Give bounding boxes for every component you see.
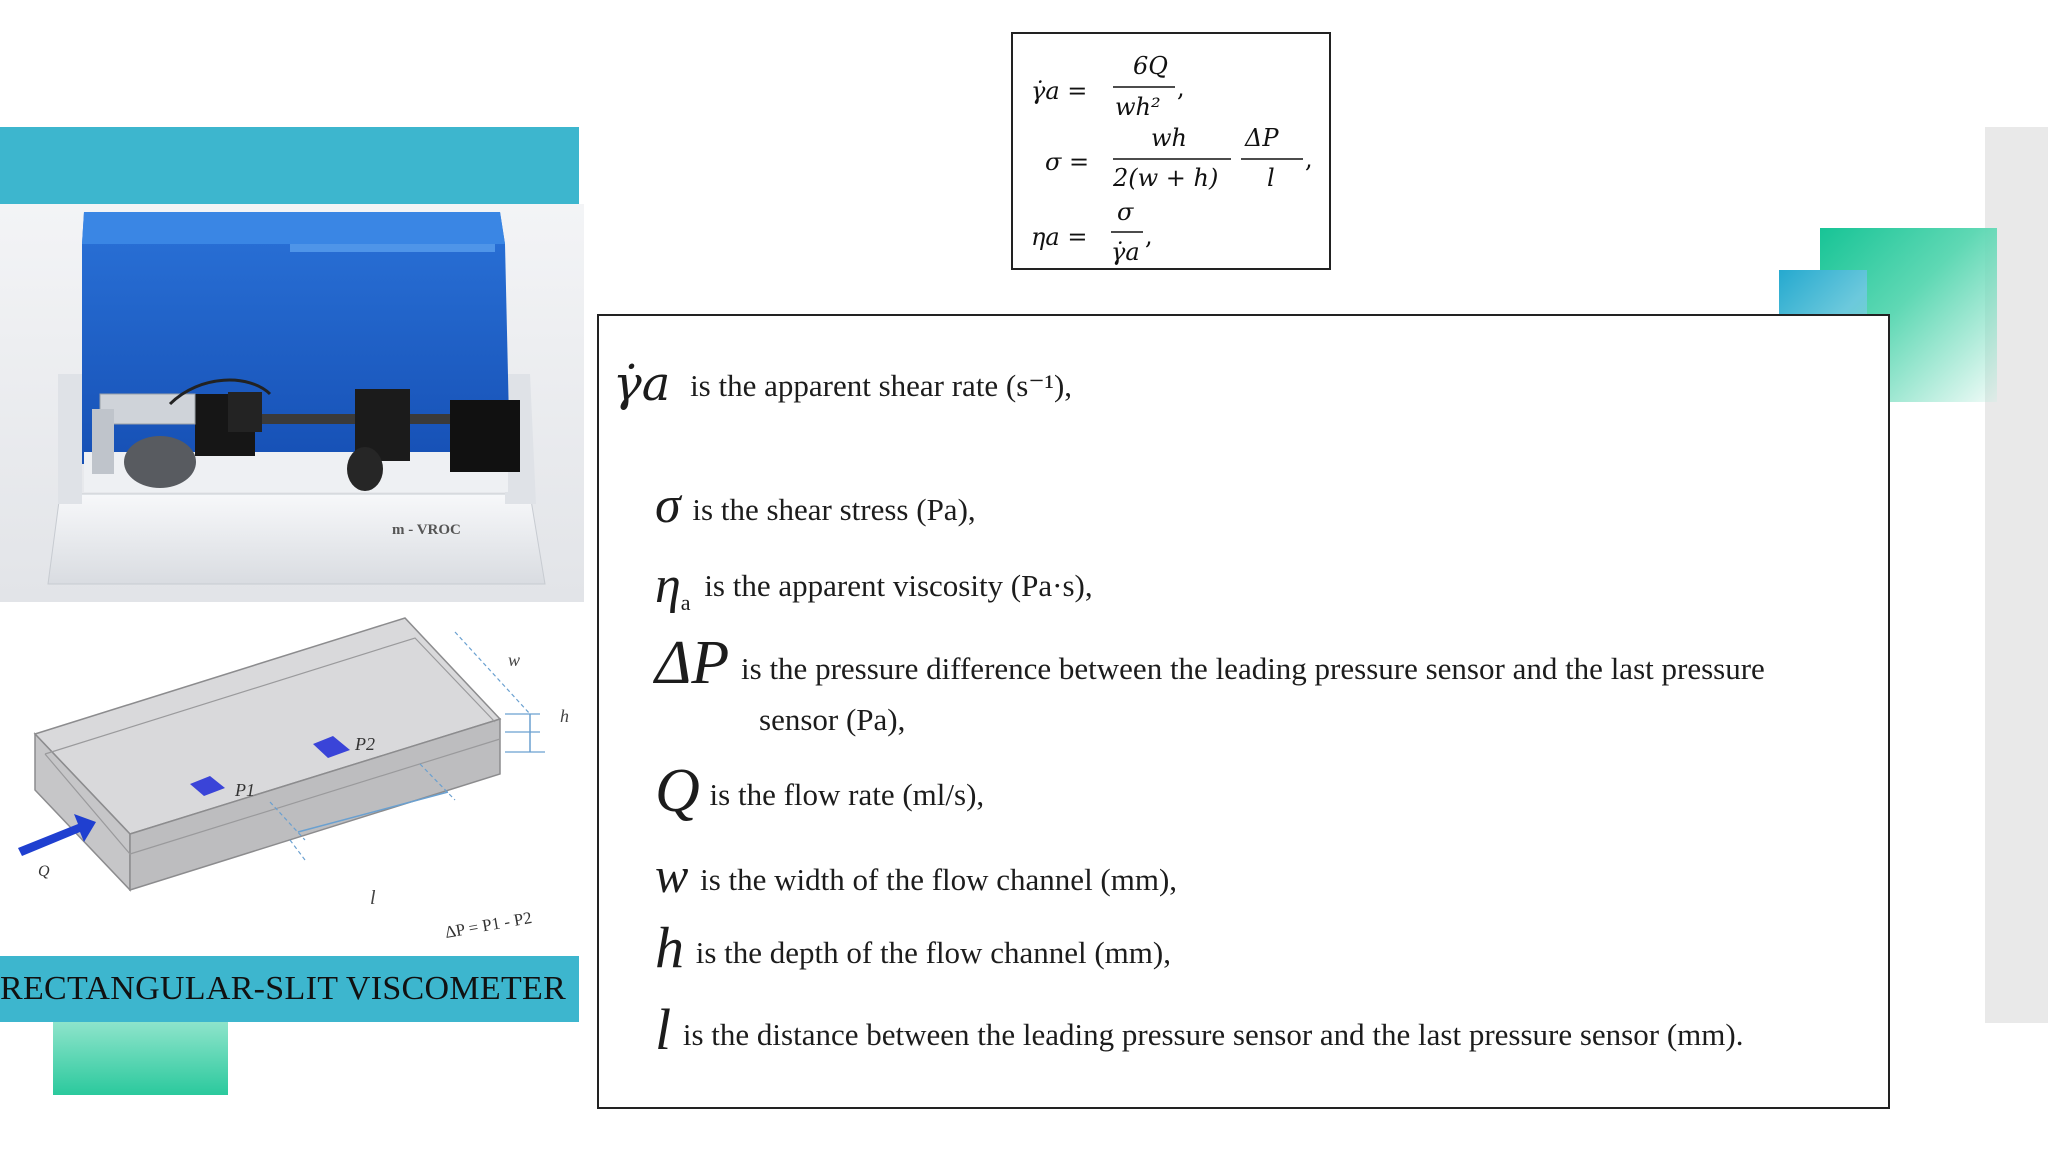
svg-text:l: l (1267, 164, 1275, 192)
symbol-sigma: σ (655, 477, 681, 534)
dim-l-label: l (370, 887, 376, 909)
svg-text:ΔP: ΔP (1245, 124, 1279, 152)
definition-text: is the flow rate (ml/s), (709, 777, 985, 812)
definition-width (655, 846, 1177, 904)
definition-viscosity (655, 556, 1093, 616)
formula-shear-stress (1045, 124, 1313, 192)
svg-text:wh²: wh² (1115, 93, 1161, 121)
viscometer-device-image (0, 204, 584, 602)
symbol-shear-rate: γ̇a (613, 356, 671, 412)
definition-text: is the width of the flow channel (mm), (700, 862, 1178, 897)
svg-text:wh: wh (1151, 124, 1187, 152)
symbol-h: h (655, 915, 684, 980)
formula-box (1011, 32, 1331, 270)
device-label: m - VROC (392, 522, 461, 538)
definition-flow-rate (655, 756, 984, 827)
svg-text:σ: σ (1117, 198, 1134, 226)
definition-distance (655, 996, 1743, 1063)
teal-accent-bar (0, 127, 579, 204)
symbol-delta-p: ΔP (655, 629, 730, 697)
svg-text:6Q: 6Q (1133, 52, 1168, 80)
svg-text:ηa =: ηa = (1031, 223, 1088, 251)
formula-shear-rate (1031, 52, 1185, 121)
slit-channel-schematic (0, 604, 584, 956)
flow-arrow-icon (18, 814, 96, 856)
svg-text:2(w + h): 2(w + h) (1113, 164, 1219, 192)
svg-text:,: , (1305, 145, 1313, 173)
definition-pressure-diff-cont (759, 702, 905, 738)
green-accent-square-left (53, 1022, 228, 1095)
figure-caption: RECTANGULAR-SLIT VISCOMETER (0, 970, 567, 1007)
definition-text: is the shear stress (Pa), (692, 492, 976, 527)
definition-text: is the pressure difference between the leading pressure sensor and the last pressure (741, 651, 1765, 686)
svg-text:γ̇a: γ̇a (1111, 238, 1140, 266)
p2-label: P2 (355, 734, 375, 754)
definition-text: sensor (Pa), (759, 702, 906, 737)
symbol-q: Q (655, 757, 700, 825)
definition-depth (655, 914, 1171, 981)
svg-text:,: , (1177, 74, 1185, 102)
definitions-panel (597, 314, 1890, 1109)
dp-equation: ΔP = P1 - P2 (443, 907, 534, 942)
definition-shear-rate (613, 356, 1072, 412)
formula-viscosity (1031, 198, 1153, 266)
symbol-eta-subscript: a (680, 590, 691, 615)
dim-w-label: w (508, 650, 521, 670)
symbol-eta: η (655, 557, 681, 614)
svg-text:,: , (1145, 222, 1153, 250)
flow-label: Q (38, 863, 50, 880)
svg-text:σ =: σ = (1045, 148, 1090, 176)
definition-text: is the apparent viscosity (Pa·s), (704, 568, 1093, 603)
definition-text: is the depth of the flow channel (mm), (695, 935, 1171, 970)
definition-text: is the distance between the leading pressure sensor and the last pressure sensor (mm). (682, 1017, 1744, 1052)
dim-h-label: h (560, 706, 569, 726)
definition-text: is the apparent shear rate (s⁻¹), (690, 368, 1073, 403)
definition-pressure-diff (655, 628, 1765, 699)
definition-shear-stress (655, 476, 976, 535)
symbol-l: l (655, 997, 672, 1062)
p1-label: P1 (235, 780, 255, 800)
svg-text:γ̇a =: γ̇a = (1031, 77, 1088, 105)
symbol-w: w (655, 847, 689, 903)
